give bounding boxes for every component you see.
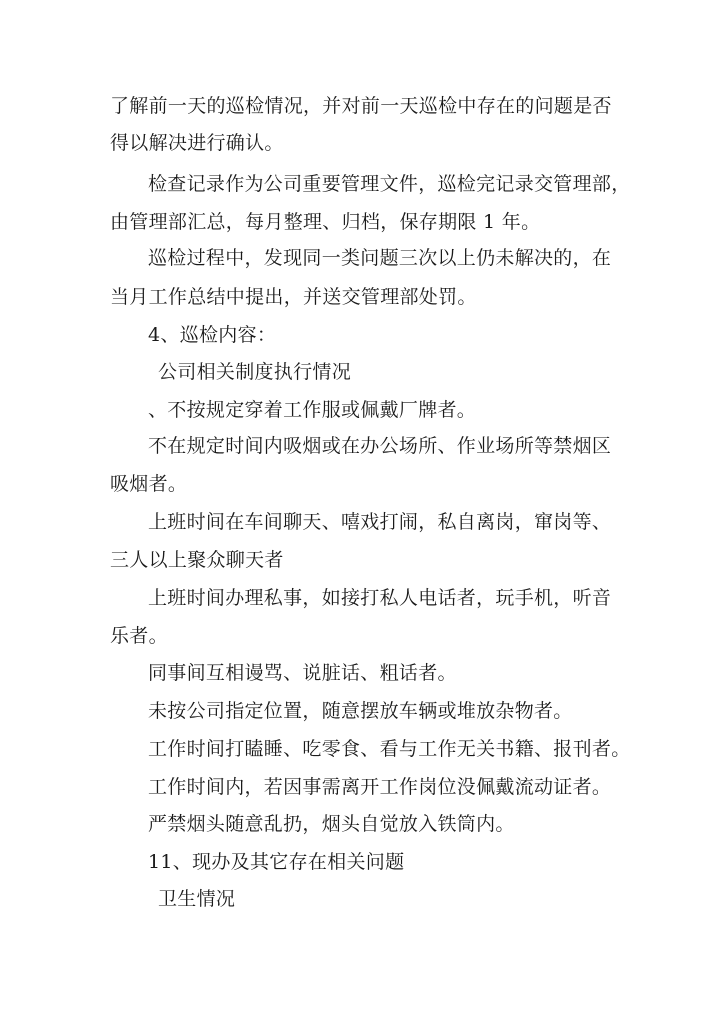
text-line: 上班时间办理私事，如接打私人电话者，玩手机，听音 bbox=[148, 587, 612, 609]
text-line: 严禁烟头随意乱扔，烟头自觉放入铁筒内。 bbox=[148, 813, 515, 835]
text-line: 工作时间内，若因事需离开工作岗位没佩戴流动证者。 bbox=[148, 776, 612, 798]
text-line: 乐者。 bbox=[110, 625, 168, 647]
section-heading: 卫生情况 bbox=[158, 888, 236, 910]
text-line: 由管理部汇总，每月整理、归档，保存期限 1 年。 bbox=[110, 211, 541, 233]
text-line: 了解前一天的巡检情况，并对前一天巡检中存在的问题是否 bbox=[110, 95, 612, 117]
text-line: 当月工作总结中提出，并送交管理部处罚。 bbox=[110, 286, 477, 308]
text-line: 检查记录作为公司重要管理文件，巡检完记录交管理部， bbox=[148, 173, 631, 195]
section-heading: 公司相关制度执行情况 bbox=[158, 361, 352, 383]
text-line: 三人以上聚众聊天者 bbox=[110, 549, 284, 571]
text-line: 不在规定时间内吸烟或在办公场所、作业场所等禁烟区 bbox=[148, 435, 612, 457]
text-line: 吸烟者。 bbox=[110, 473, 188, 495]
text-line: 得以解决进行确认。 bbox=[110, 132, 284, 154]
text-line: 未按公司指定位置，随意摆放车辆或堆放杂物者。 bbox=[148, 700, 573, 722]
text-line: 11、现办及其它存在相关问题 bbox=[148, 851, 405, 873]
text-line: 上班时间在车间聊天、嘻戏打闹，私自离岗，窜岗等、 bbox=[148, 511, 612, 533]
text-line: 工作时间打瞌睡、吃零食、看与工作无关书籍、报刊者。 bbox=[148, 738, 631, 760]
text-line: 4、巡检内容： bbox=[148, 324, 277, 346]
text-line: 、不按规定穿着工作服或佩戴厂牌者。 bbox=[148, 399, 477, 421]
text-line: 巡检过程中，发现同一类问题三次以上仍未解决的，在 bbox=[148, 247, 612, 269]
text-line: 同事间互相谩骂、说脏话、粗话者。 bbox=[148, 662, 457, 684]
